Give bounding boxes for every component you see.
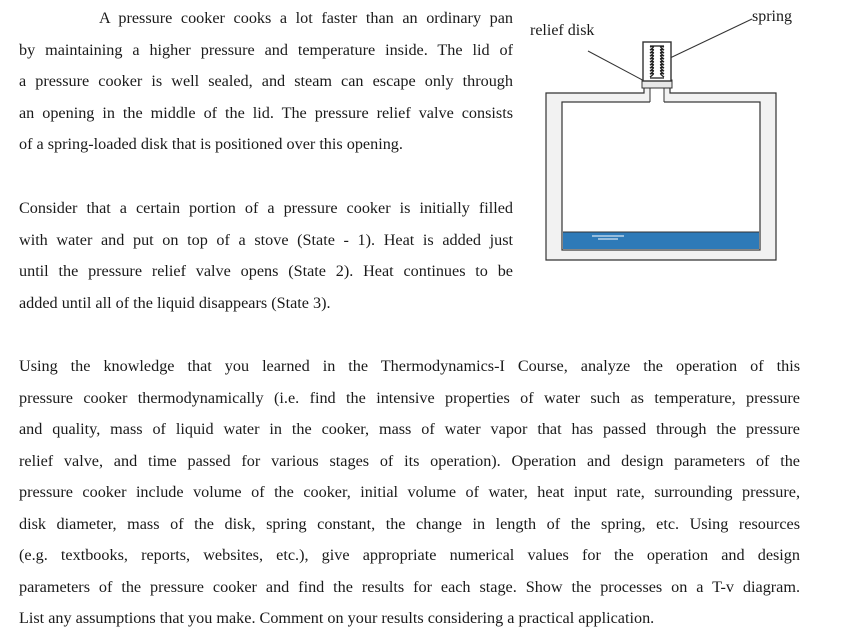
- task-line: disk diameter, mass of the disk, spring constant, the change in length of the spring, etc. Using resources: [19, 514, 800, 533]
- cooker-inner-cavity: [562, 102, 760, 250]
- scenario-paragraph: [19, 193, 513, 319]
- intro-line: an opening in the middle of the lid. The pressure relief valve consists: [19, 103, 513, 122]
- spring-leader-line: [670, 19, 752, 58]
- task-line: relief valve, and time passed for various stages of its operation). Operation and design parameters of the: [19, 451, 800, 470]
- task-line: parameters of the pressure cooker and find the results for each stage. Show the processes on a T-v diagram.: [19, 577, 800, 596]
- task-line: pressure cooker thermodynamically (i.e. find the intensive properties of water such as temperature, pressure: [19, 388, 800, 407]
- scenario-line: with water and put on top of a stove (State - 1). Heat is added just: [19, 230, 513, 249]
- task-line: (e.g. textbooks, reports, websites, etc.), give appropriate numerical values for the operation and design: [19, 546, 800, 564]
- intro-line: of a spring-loaded disk that is positioned over this opening.: [19, 135, 403, 153]
- relief-disk-label: relief disk: [530, 22, 595, 39]
- task-line: pressure cooker include volume of the cooker, initial volume of water, heat input rate, surrounding pressure,: [19, 483, 800, 501]
- pressure-cooker-diagram: [520, 0, 830, 270]
- spring-label: spring: [752, 8, 792, 25]
- task-line: and quality, mass of liquid water in the cooker, mass of water vapor that has passed through the pressure: [19, 420, 800, 438]
- spring-housing: [643, 42, 671, 81]
- intro-paragraph: [19, 3, 513, 161]
- lid-opening: [650, 87, 664, 103]
- task-line: List any assumptions that you make. Comment on your results considering a practical application.: [19, 609, 655, 627]
- scenario-line: added until all of the liquid disappears (State 3).: [19, 293, 331, 312]
- intro-line: by maintaining a higher pressure and temperature inside. The lid of: [19, 40, 513, 59]
- scenario-line: Consider that a certain portion of a pressure cooker is initially filled: [19, 199, 513, 217]
- intro-line: a pressure cooker is well sealed, and steam can escape only through: [19, 72, 513, 90]
- water-layer: [563, 232, 759, 249]
- task-line: Using the knowledge that you learned in the Thermodynamics-I Course, analyze the operation of this: [19, 357, 800, 375]
- task-paragraph: [19, 351, 800, 635]
- intro-line: A pressure cooker cooks a lot faster than an ordinary pan: [99, 9, 513, 27]
- scenario-line: until the pressure relief valve opens (State 2). Heat continues to be: [19, 262, 513, 280]
- relief-disk-leader-line: [588, 51, 650, 84]
